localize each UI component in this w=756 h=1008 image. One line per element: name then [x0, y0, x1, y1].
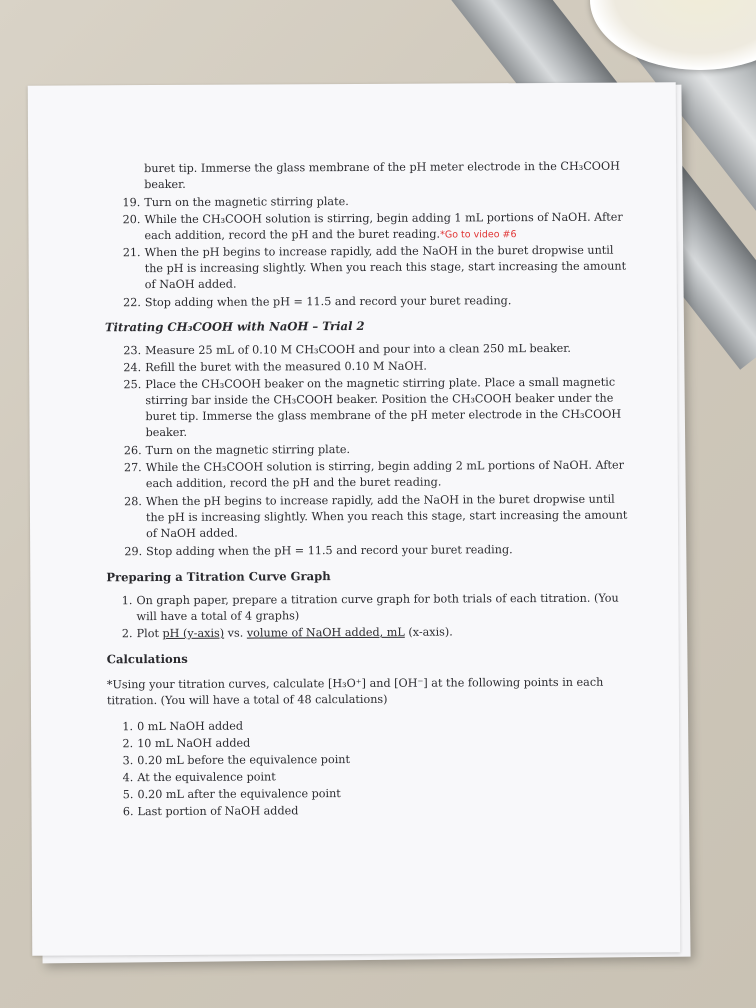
plot-suffix: (x-axis). [404, 625, 453, 639]
graph-step-2 [107, 624, 453, 642]
step-number: 26. [123, 444, 142, 458]
point-text: Last portion of NaOH added [137, 804, 299, 819]
step-28-line-2: the pH is increasing slightly. When you reach this stage, start increasing the amount [145, 508, 628, 525]
step-number: 22. [123, 296, 141, 310]
step-25-line-3: buret tip. Immerse the glass membrane of the pH meter electrode in the CH₃COOH [145, 407, 622, 424]
step-21-line-3: of NaOH added. [144, 277, 237, 292]
step-text: Stop adding when the pH = 11.5 and record your buret reading. [146, 543, 513, 559]
point-number: 1. [122, 720, 134, 734]
point-number: 4. [122, 771, 134, 785]
graph-step-1 [106, 591, 618, 610]
step-29 [116, 542, 513, 561]
step-text: Refill the buret with the measured 0.10 M NaOH. [145, 359, 427, 375]
point-text: 0 mL NaOH added [137, 719, 244, 734]
step-21-line-2: the pH is increasing slightly. When you reach this stage, start increasing the amount [144, 259, 627, 276]
step-number: 21. [122, 246, 141, 260]
point-number: 6. [122, 805, 134, 819]
step-text: Measure 25 mL of 0.10 M CH₃COOH and pour into a clean 250 mL beaker. [145, 341, 572, 358]
step-23 [115, 341, 571, 360]
calc-point-4 [107, 769, 275, 786]
step-25-line-2: stirring bar inside the CH₃COOH beaker. Position the CH₃COOH beaker under the [145, 391, 614, 408]
graph-section-heading: Preparing a Titration Curve Graph [106, 569, 331, 585]
step-text: When the pH begins to increase rapidly, add the NaOH in the buret dropwise until [144, 243, 614, 260]
plot-vs: vs. [224, 626, 247, 640]
step-text: On graph paper, prepare a titration curve graph for both trials of each titration. (You [136, 591, 619, 608]
step-text: Stop adding when the pH = 11.5 and record your buret reading. [144, 294, 512, 310]
step-18-continued-line-1: buret tip. Immerse the glass membrane of the pH meter electrode in the CH₃COOH [144, 159, 620, 176]
plot-prefix: Plot [136, 627, 163, 641]
point-text: 10 mL NaOH added [137, 736, 251, 751]
step-text: When the pH begins to increase rapidly, add the NaOH in the buret dropwise until [145, 492, 615, 509]
video-note: *Go to video #6 [440, 229, 517, 241]
step-24 [115, 359, 427, 377]
calculations-intro-line-1: *Using your titration curves, calculate [H₃O⁺] and [OH⁻] at the following points in each [106, 675, 604, 692]
step-22 [115, 293, 512, 312]
step-number: 27. [123, 461, 142, 475]
point-number: 5. [122, 788, 134, 802]
step-number: 1. [121, 594, 133, 608]
plot-y-axis: pH (y-axis) [162, 626, 225, 641]
calculations-intro-line-2: titration. (You will have a total of 48 calculations) [106, 692, 388, 708]
point-text: At the equivalence point [137, 770, 276, 785]
step-19 [114, 194, 349, 212]
calc-point-3 [107, 752, 350, 770]
point-text: 0.20 mL before the equivalence point [137, 753, 350, 768]
step-text: While the CH₃COOH solution is stirring, begin adding 2 mL portions of NaOH. After [145, 458, 624, 475]
step-number: 28. [124, 495, 142, 509]
point-text: 0.20 mL after the equivalence point [137, 787, 341, 802]
step-number: 19. [122, 196, 141, 210]
step-26 [116, 442, 351, 460]
step-28-line-3: of NaOH added. [146, 526, 238, 541]
calc-point-1 [107, 719, 243, 736]
point-number: 3. [122, 754, 134, 768]
plot-x-axis: volume of NaOH added, mL [246, 625, 405, 640]
step-text: each addition, record the pH and the buret reading. [144, 227, 441, 243]
step-25-line-4: beaker. [145, 425, 188, 440]
calc-point-6 [107, 803, 298, 820]
step-number: 20. [122, 213, 141, 227]
step-number: 23. [123, 344, 142, 358]
worksheet-page [28, 82, 681, 955]
step-27 [116, 458, 624, 477]
step-text: Turn on the magnetic stirring plate. [145, 443, 351, 458]
step-18-continued-line-2: beaker. [144, 177, 186, 192]
calc-point-2 [107, 736, 250, 753]
step-number: 24. [123, 361, 142, 375]
step-number: 2. [121, 627, 133, 641]
step-text: Turn on the magnetic stirring plate. [144, 195, 349, 210]
graph-step-1-line-2: will have a total of 4 graphs) [136, 609, 300, 624]
point-number: 2. [122, 737, 134, 751]
calculations-heading: Calculations [106, 651, 188, 667]
step-number: 25. [123, 378, 142, 392]
calc-point-5 [107, 786, 340, 804]
step-number: 29. [124, 545, 143, 559]
step-text: Place the CH₃COOH beaker on the magnetic stirring plate. Place a small magnetic [145, 375, 616, 392]
step-27-line-2: each addition, record the pH and the buret reading. [145, 475, 442, 491]
step-20 [114, 210, 622, 229]
trial-2-heading: Titrating CH₃COOH with NaOH – Trial 2 [104, 318, 365, 335]
step-text: While the CH₃COOH solution is stirring, begin adding 1 mL portions of NaOH. After [144, 210, 623, 227]
